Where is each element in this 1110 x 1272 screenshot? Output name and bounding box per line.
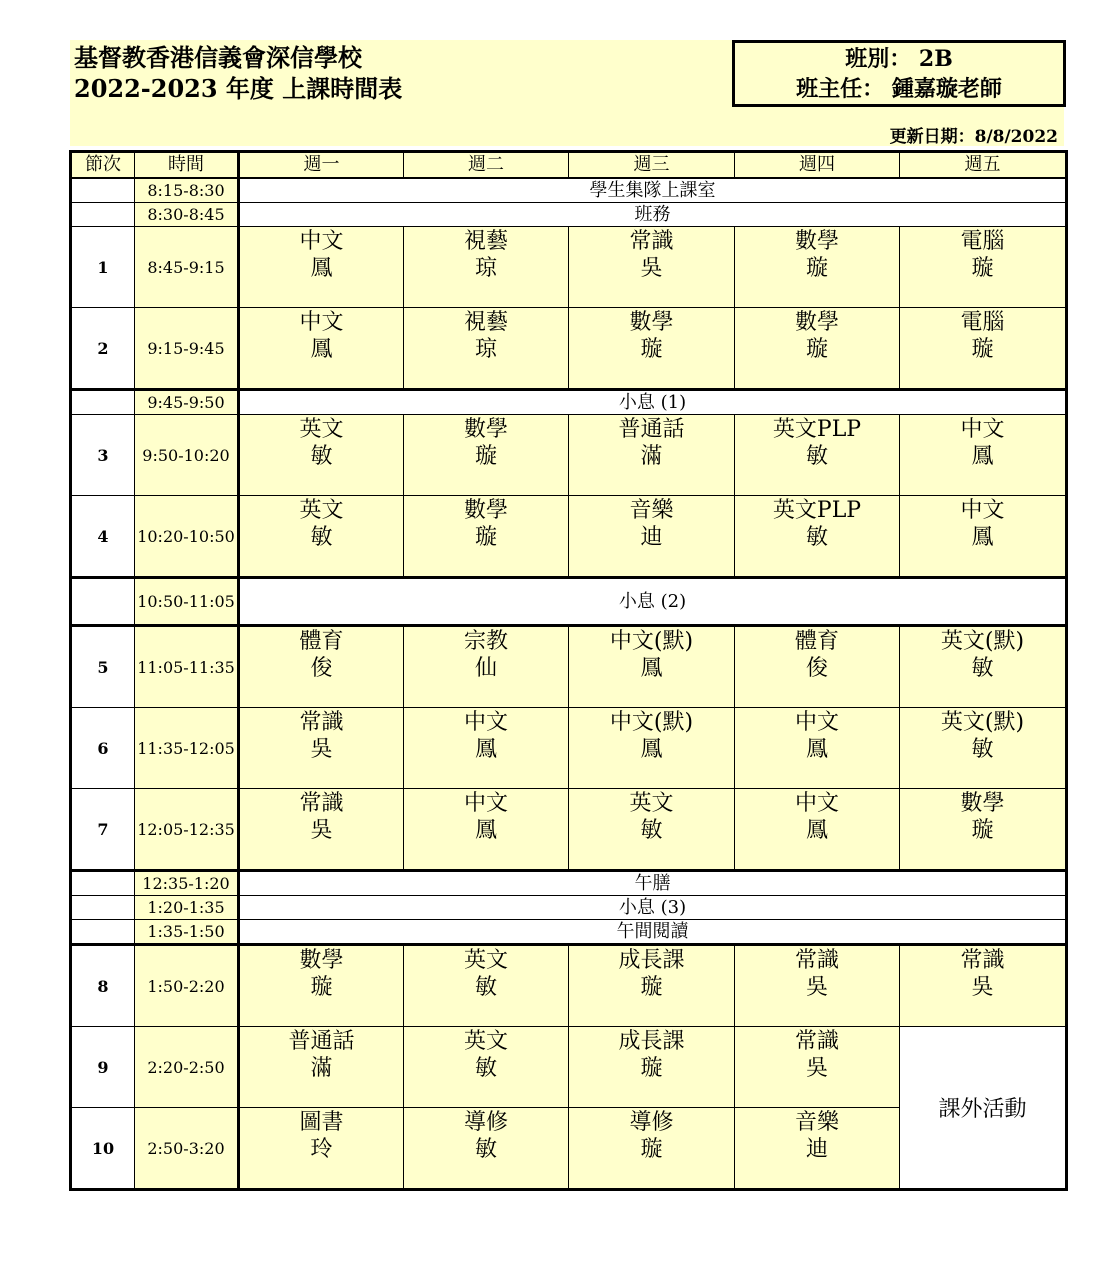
column-header: 節次 — [71, 152, 135, 179]
subject: 中文 — [794, 710, 839, 735]
teacher: 璇 — [474, 444, 497, 469]
lesson-cell — [900, 945, 1067, 1027]
period-row — [71, 1027, 1067, 1108]
slot-row — [71, 390, 1067, 415]
slot-label: 午間閱讀 — [239, 920, 1067, 945]
subject: 英文 — [463, 1029, 508, 1054]
teacher-value: 鍾嘉璇老師 — [891, 76, 1002, 102]
teacher: 敏 — [971, 656, 994, 681]
subject: 常識 — [299, 791, 344, 816]
time-cell: 12:05-12:35 — [135, 789, 239, 871]
lesson-cell — [900, 227, 1067, 308]
timetable — [69, 150, 1068, 1191]
time-cell: 9:45-9:50 — [135, 390, 239, 415]
teacher: 琼 — [474, 337, 497, 362]
subject: 視藝 — [463, 229, 508, 254]
lesson-cell — [900, 626, 1067, 708]
time-cell: 1:35-1:50 — [135, 920, 239, 945]
subject: 普通話 — [288, 1029, 355, 1054]
page-title — [74, 42, 402, 104]
period-cell — [71, 871, 135, 896]
lesson-cell — [404, 308, 569, 390]
slot-row — [71, 896, 1067, 920]
column-header: 週二 — [404, 152, 569, 179]
teacher: 鳳 — [805, 818, 828, 843]
subject: 電腦 — [960, 229, 1005, 254]
teacher: 迪 — [805, 1137, 828, 1162]
subject: 常識 — [960, 948, 1005, 973]
slot-label: 小息 (1) — [239, 390, 1067, 415]
period-row — [71, 945, 1067, 1027]
class-label: 班別： — [845, 46, 912, 72]
subject: 數學 — [463, 417, 508, 442]
lesson-cell — [404, 626, 569, 708]
time-cell: 2:20-2:50 — [135, 1027, 239, 1108]
lesson-cell — [239, 945, 404, 1027]
year-title: 2022-2023 年度 上課時間表 — [74, 74, 403, 103]
lesson-cell — [239, 789, 404, 871]
teacher: 璇 — [971, 256, 994, 281]
slot-label: 學生集隊上課室 — [239, 178, 1067, 203]
subject: 中文 — [960, 498, 1005, 523]
lesson-cell — [404, 1027, 569, 1108]
slot-label: 小息 (3) — [239, 896, 1067, 920]
subject: 數學 — [629, 310, 674, 335]
lesson-cell — [239, 415, 404, 496]
subject: 體育 — [299, 629, 344, 654]
lesson-cell — [239, 227, 404, 308]
lesson-cell — [735, 789, 900, 871]
period-number: 3 — [71, 415, 135, 496]
teacher-line — [735, 74, 1063, 104]
subject: 英文(默) — [940, 629, 1025, 654]
lesson-cell — [569, 227, 735, 308]
subject: 體育 — [794, 629, 839, 654]
teacher: 敏 — [474, 1056, 497, 1081]
lesson-cell — [569, 789, 735, 871]
table-header-row — [71, 152, 1067, 179]
teacher: 敏 — [310, 525, 333, 550]
subject: 數學 — [794, 310, 839, 335]
subject: 數學 — [794, 229, 839, 254]
lesson-cell — [569, 1108, 735, 1190]
slot-row — [71, 178, 1067, 203]
slot-label: 班務 — [239, 203, 1067, 227]
subject: 數學 — [299, 948, 344, 973]
subject: 常識 — [794, 1029, 839, 1054]
lesson-cell — [900, 415, 1067, 496]
period-cell — [71, 390, 135, 415]
column-header: 週一 — [239, 152, 404, 179]
teacher: 敏 — [310, 444, 333, 469]
lesson-cell — [735, 496, 900, 578]
slot-label: 午膳 — [239, 871, 1067, 896]
slot-row — [71, 203, 1067, 227]
time-cell: 1:50-2:20 — [135, 945, 239, 1027]
lesson-cell — [569, 308, 735, 390]
lesson-cell — [735, 1027, 900, 1108]
lesson-cell — [239, 308, 404, 390]
teacher: 璇 — [310, 975, 333, 1000]
lesson-cell — [404, 227, 569, 308]
teacher-label: 班主任： — [796, 76, 885, 102]
subject: 導修 — [629, 1110, 674, 1135]
period-number: 7 — [71, 789, 135, 871]
teacher: 敏 — [971, 737, 994, 762]
subject: 成長課 — [618, 1029, 685, 1054]
teacher: 仙 — [474, 656, 497, 681]
lesson-cell — [569, 708, 735, 789]
period-row — [71, 496, 1067, 578]
time-cell: 2:50-3:20 — [135, 1108, 239, 1190]
subject: 圖書 — [299, 1110, 344, 1135]
subject: 中文 — [960, 417, 1005, 442]
teacher: 璇 — [474, 525, 497, 550]
subject: 英文 — [299, 498, 344, 523]
subject: 常識 — [629, 229, 674, 254]
subject: 中文 — [299, 229, 344, 254]
teacher: 鳳 — [640, 737, 663, 762]
class-line — [735, 44, 1063, 74]
lesson-cell — [404, 1108, 569, 1190]
lesson-cell — [735, 227, 900, 308]
lesson-cell — [239, 1027, 404, 1108]
period-number: 8 — [71, 945, 135, 1027]
time-cell: 8:45-9:15 — [135, 227, 239, 308]
lesson-cell — [569, 945, 735, 1027]
subject: 英文 — [629, 791, 674, 816]
lesson-cell — [404, 708, 569, 789]
period-cell — [71, 178, 135, 203]
teacher: 吳 — [640, 256, 663, 281]
subject: 中文 — [463, 791, 508, 816]
column-header: 週五 — [900, 152, 1067, 179]
lesson-cell — [569, 626, 735, 708]
slot-label: 小息 (2) — [239, 578, 1067, 626]
subject: 數學 — [463, 498, 508, 523]
subject: 電腦 — [960, 310, 1005, 335]
teacher: 吳 — [971, 975, 994, 1000]
teacher: 吳 — [805, 1056, 828, 1081]
period-row — [71, 415, 1067, 496]
teacher: 俊 — [310, 656, 333, 681]
slot-row — [71, 920, 1067, 945]
subject: 中文 — [463, 710, 508, 735]
time-cell: 10:20-10:50 — [135, 496, 239, 578]
period-number: 10 — [71, 1108, 135, 1190]
subject: 音樂 — [794, 1110, 839, 1135]
subject: 英文PLP — [772, 498, 862, 523]
period-number: 1 — [71, 227, 135, 308]
teacher: 敏 — [805, 444, 828, 469]
subject: 宗教 — [463, 629, 508, 654]
subject: 中文(默) — [609, 629, 694, 654]
time-cell: 8:30-8:45 — [135, 203, 239, 227]
lesson-cell — [735, 308, 900, 390]
subject: 英文 — [299, 417, 344, 442]
period-row — [71, 227, 1067, 308]
teacher: 滿 — [640, 444, 663, 469]
column-header: 週四 — [735, 152, 900, 179]
period-row — [71, 626, 1067, 708]
period-row — [71, 789, 1067, 871]
teacher: 敏 — [640, 818, 663, 843]
lesson-cell — [239, 1108, 404, 1190]
teacher: 吳 — [805, 975, 828, 1000]
subject: 中文 — [299, 310, 344, 335]
teacher: 鳳 — [971, 525, 994, 550]
time-cell: 10:50-11:05 — [135, 578, 239, 626]
period-cell — [71, 578, 135, 626]
period-row — [71, 308, 1067, 390]
time-cell: 9:50-10:20 — [135, 415, 239, 496]
teacher: 鳳 — [474, 737, 497, 762]
lesson-cell — [569, 496, 735, 578]
lesson-cell — [569, 415, 735, 496]
period-number: 6 — [71, 708, 135, 789]
update-label: 更新日期： — [889, 127, 975, 147]
period-number: 9 — [71, 1027, 135, 1108]
teacher: 璇 — [640, 337, 663, 362]
subject: 英文 — [463, 948, 508, 973]
lesson-cell — [735, 1108, 900, 1190]
lesson-cell — [404, 415, 569, 496]
teacher: 璇 — [805, 256, 828, 281]
class-info-box — [732, 40, 1066, 107]
teacher: 鳳 — [805, 737, 828, 762]
teacher: 吳 — [310, 737, 333, 762]
school-name: 基督教香港信義會深信學校 — [74, 43, 362, 72]
time-cell: 8:15-8:30 — [135, 178, 239, 203]
extra-activity-cell: 課外活動 — [900, 1027, 1067, 1190]
subject: 中文 — [794, 791, 839, 816]
teacher: 鳳 — [640, 656, 663, 681]
time-cell: 12:35-1:20 — [135, 871, 239, 896]
subject: 音樂 — [629, 498, 674, 523]
column-header: 時間 — [135, 152, 239, 179]
class-value: 2B — [918, 46, 953, 72]
lesson-cell — [735, 626, 900, 708]
teacher: 璇 — [640, 1056, 663, 1081]
teacher: 玲 — [310, 1137, 333, 1162]
subject: 數學 — [960, 791, 1005, 816]
lesson-cell — [239, 708, 404, 789]
teacher: 鳳 — [310, 337, 333, 362]
teacher: 鳳 — [474, 818, 497, 843]
lesson-cell — [735, 945, 900, 1027]
lesson-cell — [900, 789, 1067, 871]
subject: 成長課 — [618, 948, 685, 973]
time-cell: 1:20-1:35 — [135, 896, 239, 920]
teacher: 璇 — [640, 1137, 663, 1162]
time-cell: 9:15-9:45 — [135, 308, 239, 390]
column-header: 週三 — [569, 152, 735, 179]
period-cell — [71, 920, 135, 945]
teacher: 迪 — [640, 525, 663, 550]
lesson-cell — [404, 496, 569, 578]
subject: 英文PLP — [772, 417, 862, 442]
period-row — [71, 708, 1067, 789]
slot-row — [71, 578, 1067, 626]
lesson-cell — [900, 308, 1067, 390]
lesson-cell — [735, 415, 900, 496]
lesson-cell — [569, 1027, 735, 1108]
teacher: 敏 — [805, 525, 828, 550]
slot-row — [71, 871, 1067, 896]
lesson-cell — [239, 626, 404, 708]
subject: 英文(默) — [940, 710, 1025, 735]
update-date — [890, 127, 1058, 147]
teacher: 璇 — [640, 975, 663, 1000]
period-cell — [71, 203, 135, 227]
period-cell — [71, 896, 135, 920]
subject: 普通話 — [618, 417, 685, 442]
period-number: 5 — [71, 626, 135, 708]
lesson-cell — [404, 789, 569, 871]
teacher: 琼 — [474, 256, 497, 281]
lesson-cell — [239, 496, 404, 578]
lesson-cell — [900, 708, 1067, 789]
lesson-cell — [404, 945, 569, 1027]
teacher: 璇 — [971, 818, 994, 843]
subject: 中文(默) — [609, 710, 694, 735]
period-number: 2 — [71, 308, 135, 390]
subject: 常識 — [794, 948, 839, 973]
time-cell: 11:05-11:35 — [135, 626, 239, 708]
update-value: 8/8/2022 — [974, 127, 1058, 147]
teacher: 敏 — [474, 1137, 497, 1162]
subject: 導修 — [463, 1110, 508, 1135]
lesson-cell — [735, 708, 900, 789]
subject: 常識 — [299, 710, 344, 735]
period-number: 4 — [71, 496, 135, 578]
teacher: 俊 — [805, 656, 828, 681]
teacher: 璇 — [971, 337, 994, 362]
teacher: 敏 — [474, 975, 497, 1000]
lesson-cell — [900, 496, 1067, 578]
subject: 視藝 — [463, 310, 508, 335]
time-cell: 11:35-12:05 — [135, 708, 239, 789]
teacher: 滿 — [310, 1056, 333, 1081]
teacher: 璇 — [805, 337, 828, 362]
teacher: 吳 — [310, 818, 333, 843]
teacher: 鳳 — [310, 256, 333, 281]
teacher: 鳳 — [971, 444, 994, 469]
